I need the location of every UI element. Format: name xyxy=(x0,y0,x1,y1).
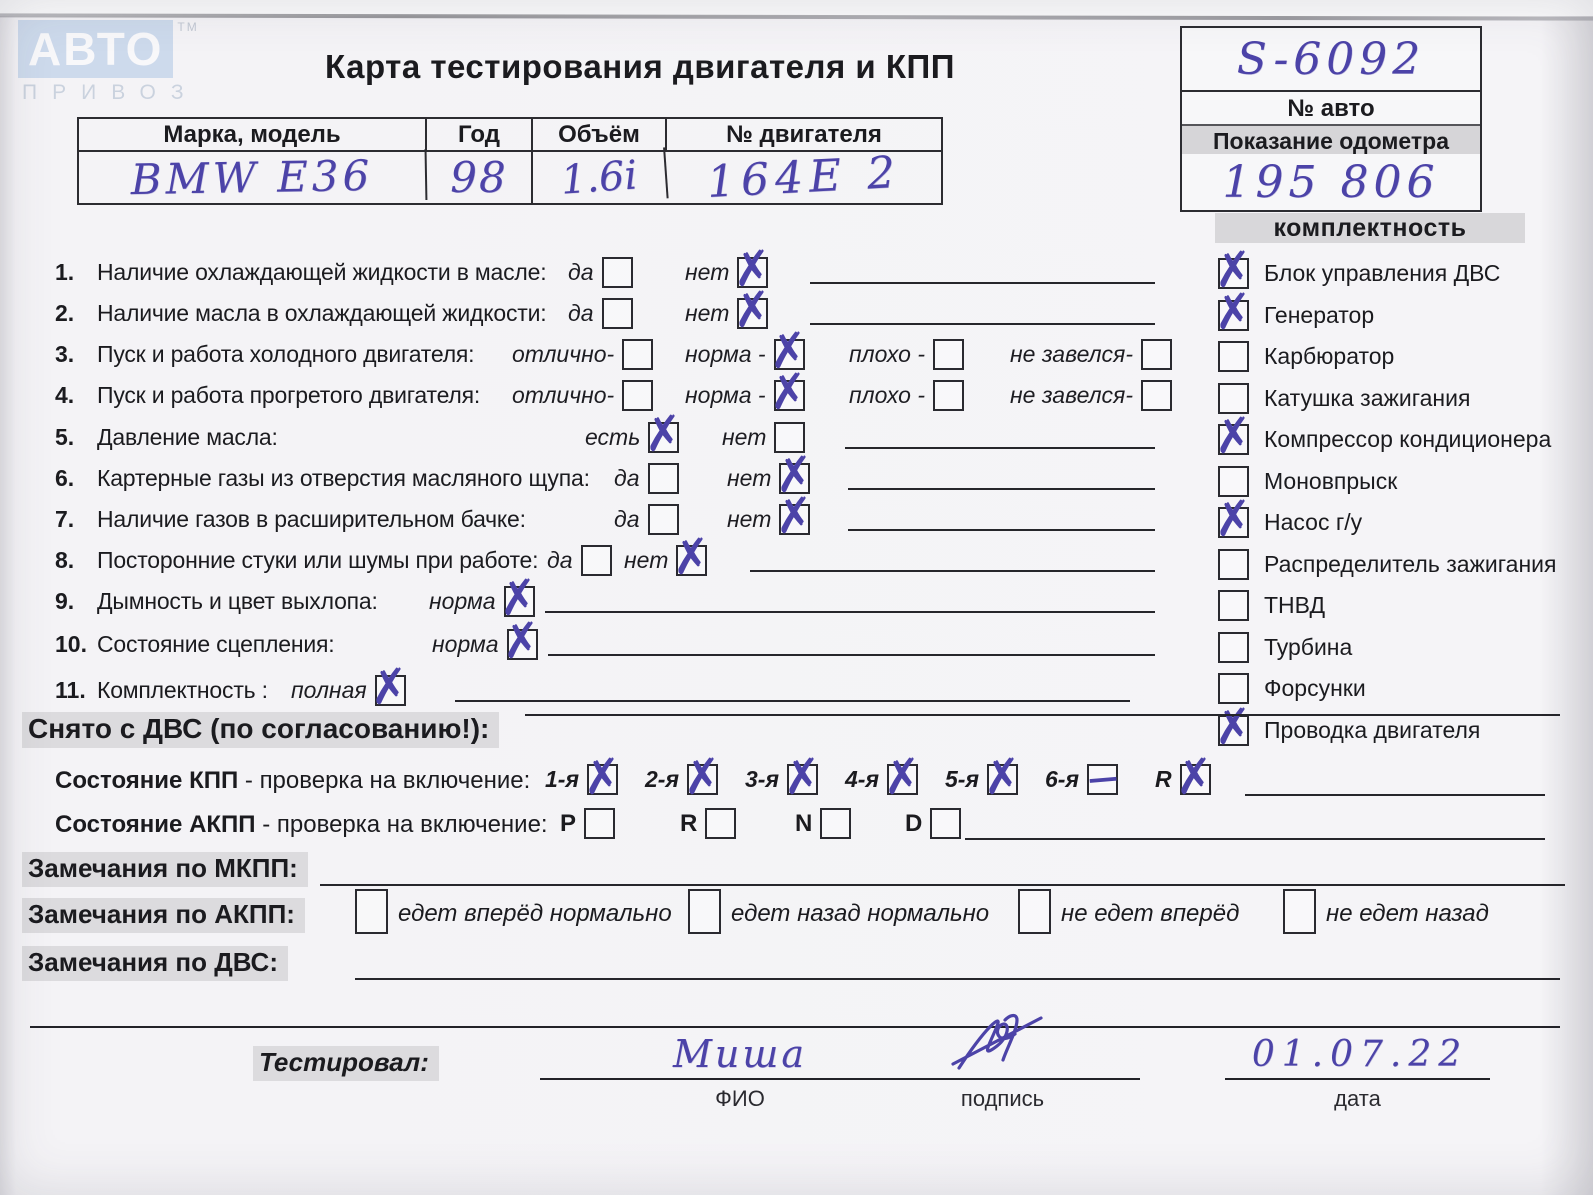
item-label: Пуск и работа прогретого двигателя: xyxy=(97,381,481,408)
blank-line xyxy=(848,488,1155,490)
item-label: Состояние сцепления: xyxy=(97,630,335,657)
option-label: да xyxy=(614,505,640,532)
position-label: N xyxy=(795,809,813,837)
gear-5 xyxy=(945,764,1018,795)
checklist-item-10 xyxy=(55,626,1167,662)
checkbox[interactable] xyxy=(820,808,851,839)
akpp-option-label: не едет назад xyxy=(1326,900,1489,927)
logo-brand-text: АВТО xyxy=(18,20,173,78)
trademark-mark: TM xyxy=(177,20,199,34)
checkbox[interactable] xyxy=(1218,590,1249,621)
item-label: Картерные газы из отверстия масляного щупа: xyxy=(97,464,590,491)
option-label: да xyxy=(568,299,594,326)
akpp-option-label: едет назад нормально xyxy=(731,900,990,927)
equipment-label: Турбина xyxy=(1264,633,1353,660)
auto-number-value: S-6092 xyxy=(1236,33,1426,85)
auto-gearbox-check-row xyxy=(55,806,1555,844)
checkbox[interactable] xyxy=(1218,341,1249,372)
checkbox[interactable] xyxy=(1218,632,1249,663)
gear-4 xyxy=(845,764,918,795)
checklist-item-2 xyxy=(55,295,1167,331)
item-label: Давление масла: xyxy=(97,423,278,450)
option-label: нет xyxy=(685,258,730,285)
checkbox[interactable] xyxy=(774,380,805,411)
engine-number-value: 164E 2 xyxy=(705,146,903,209)
equipment-item-tnvd xyxy=(1218,588,1325,622)
option-label: отлично- xyxy=(512,381,615,408)
option-label: нет xyxy=(727,464,772,491)
position-p xyxy=(560,808,615,839)
option-label: нет xyxy=(722,423,767,450)
item-number: 9. xyxy=(55,587,75,614)
checklist-item-5 xyxy=(55,419,1167,455)
date-value: 01.07.22 xyxy=(1251,1034,1469,1075)
equipment-label: Проводка двигателя xyxy=(1264,716,1481,743)
blank-line xyxy=(750,570,1155,572)
sign-caption: подпись xyxy=(960,1086,1045,1111)
option-label: да xyxy=(568,258,594,285)
gearbox-check-row xyxy=(55,762,1555,800)
equipment-label: Блок управления ДВС xyxy=(1264,259,1501,286)
equipment-label: Карбюратор xyxy=(1264,342,1395,369)
equipment-item-engine-wiring xyxy=(1218,713,1480,747)
checkbox[interactable] xyxy=(687,764,718,795)
checkbox[interactable] xyxy=(779,504,810,535)
gear-6 xyxy=(1045,764,1118,795)
checkbox[interactable] xyxy=(1218,549,1249,580)
akpp-option-label: не едет вперёд xyxy=(1061,900,1240,927)
item-label: Посторонние стуки или шумы при работе: xyxy=(97,546,539,573)
auto-number-box xyxy=(1180,26,1482,212)
auto-gearbox-label: Состояние АКПП - проверка на включение: xyxy=(55,811,548,838)
checkbox[interactable] xyxy=(355,889,388,934)
odometer-label: Показание одометра xyxy=(1182,124,1480,154)
column-header-make-model: Марка, модель xyxy=(79,119,427,152)
option-label: есть xyxy=(585,423,641,450)
option-label: нет xyxy=(624,546,669,573)
equipment-item-generator xyxy=(1218,298,1374,332)
position-label: D xyxy=(905,809,923,837)
checkbox[interactable] xyxy=(1018,889,1051,934)
item-number: 11. xyxy=(55,676,86,703)
gear-2 xyxy=(645,764,718,795)
volume-value: 1.6i xyxy=(531,147,668,207)
checkbox[interactable] xyxy=(584,808,615,839)
checkbox[interactable] xyxy=(705,808,736,839)
blank-line xyxy=(320,884,1565,886)
item-label: Наличие масла в охлаждающей жидкости: xyxy=(97,299,547,326)
checklist-item-3 xyxy=(55,336,1167,372)
item-number: 6. xyxy=(55,464,75,491)
checkbox[interactable] xyxy=(676,545,707,576)
position-d xyxy=(905,808,961,839)
checkbox[interactable] xyxy=(987,764,1018,795)
checkbox[interactable] xyxy=(587,764,618,795)
gear-label: 2-я xyxy=(645,766,679,792)
blank-line xyxy=(1245,794,1545,796)
gear-3 xyxy=(745,764,818,795)
dvs-remarks-label: Замечания по ДВС: xyxy=(22,946,288,981)
checkbox[interactable] xyxy=(375,675,406,706)
item-label: Наличие газов в расширительном бачке: xyxy=(97,505,526,532)
date-line xyxy=(1225,1078,1490,1080)
checklist-item-9 xyxy=(55,583,1167,619)
option-label: плохо - xyxy=(849,381,925,408)
gear-label: 3-я xyxy=(745,766,779,792)
equipment-label: Насос г/у xyxy=(1264,508,1363,535)
item-label: Дымность и цвет выхлопа: xyxy=(97,587,378,614)
gear-reverse xyxy=(1155,764,1211,795)
checkbox[interactable] xyxy=(622,339,653,370)
blank-line xyxy=(810,282,1155,284)
option-label: норма - xyxy=(685,381,766,408)
avtoprivoz-logo xyxy=(18,20,199,105)
equipment-item-turbine xyxy=(1218,630,1352,664)
checkbox[interactable] xyxy=(887,764,918,795)
tester-name-value: Миша xyxy=(672,1032,808,1076)
equipment-label: Компрессор кондиционера xyxy=(1264,425,1552,452)
option-label: нет xyxy=(685,299,730,326)
checkbox[interactable] xyxy=(1218,715,1249,746)
checkbox[interactable] xyxy=(581,545,612,576)
checklist-item-7 xyxy=(55,501,1167,537)
gear-label: 6-я xyxy=(1045,766,1079,792)
date-caption: дата xyxy=(1334,1086,1381,1111)
checklist-item-1 xyxy=(55,254,1167,290)
position-n xyxy=(795,808,851,839)
checkbox[interactable] xyxy=(1218,507,1249,538)
checklist-item-6 xyxy=(55,460,1167,496)
checklist-item-4 xyxy=(55,377,1167,413)
checkbox[interactable] xyxy=(1180,764,1211,795)
mkpp-remarks-label: Замечания по МКПП: xyxy=(22,852,308,887)
form-title: Карта тестирования двигателя и КПП xyxy=(325,48,955,85)
checklist-item-11 xyxy=(55,672,1167,708)
checkbox[interactable] xyxy=(933,339,964,370)
checkbox[interactable] xyxy=(1218,300,1249,331)
position-label: R xyxy=(680,809,698,837)
item-number: 5. xyxy=(55,423,75,450)
blank-line xyxy=(845,447,1155,449)
option-label: отлично- xyxy=(512,340,615,367)
gear-label: 5-я xyxy=(945,766,979,792)
odometer-value: 195 806 xyxy=(1222,156,1440,208)
checkbox[interactable] xyxy=(622,380,653,411)
checkbox[interactable] xyxy=(1141,339,1172,370)
position-r xyxy=(680,808,736,839)
equipment-label: Моновпрыск xyxy=(1264,467,1398,494)
option-label: нет xyxy=(727,505,772,532)
equipment-item-ecu xyxy=(1218,256,1500,290)
blank-line xyxy=(548,654,1155,656)
checkbox[interactable] xyxy=(688,889,721,934)
gear-label: R xyxy=(1155,766,1172,792)
item-label: Комплектность : xyxy=(97,676,268,703)
checkbox[interactable] xyxy=(648,422,679,453)
item-number: 7. xyxy=(55,505,75,532)
gearbox-label: Состояние КПП - проверка на включение: xyxy=(55,767,531,794)
name-caption: ФИО xyxy=(715,1086,765,1111)
signature xyxy=(945,1008,1095,1078)
option-label: полная xyxy=(291,676,367,703)
logo-subtitle: ПРИВОЗ xyxy=(22,81,199,104)
item-number: 10. xyxy=(55,630,87,657)
equipment-item-ignition-coil xyxy=(1218,381,1470,415)
column-header-year: Год xyxy=(427,119,533,152)
gear-label: 1-я xyxy=(545,766,579,792)
tested-by-label: Тестировал: xyxy=(253,1046,439,1081)
option-label: да xyxy=(614,464,640,491)
option-label: норма xyxy=(429,587,496,614)
removed-from-engine-label: Снято с ДВС (по согласованию!): xyxy=(22,712,499,748)
make-model-value: BMW E36 xyxy=(79,149,428,206)
checkbox[interactable] xyxy=(648,504,679,535)
equipment-item-ac-compressor xyxy=(1218,422,1551,456)
checkbox[interactable] xyxy=(1283,889,1316,934)
checkbox[interactable] xyxy=(602,298,633,329)
checkbox[interactable] xyxy=(648,463,679,494)
position-label: P xyxy=(560,809,577,837)
option-label: не завелся- xyxy=(1010,340,1134,367)
item-number: 3. xyxy=(55,340,75,367)
option-label: да xyxy=(547,546,573,573)
separator-line xyxy=(30,1026,1560,1028)
checkbox[interactable] xyxy=(1218,424,1249,455)
item-number: 1. xyxy=(55,258,75,285)
equipment-label: ТНВД xyxy=(1264,591,1326,618)
blank-line xyxy=(355,978,1560,980)
option-label: норма - xyxy=(685,340,766,367)
sign-line xyxy=(865,1078,1140,1080)
blank-line xyxy=(455,700,1130,702)
equipment-header: комплектность xyxy=(1215,213,1525,243)
akpp-option-no-forward xyxy=(1018,888,1239,934)
akpp-remarks-label: Замечания по АКПП: xyxy=(22,898,305,933)
auto-number-label: № авто xyxy=(1182,90,1480,124)
equipment-item-carburetor xyxy=(1218,339,1394,373)
checkbox[interactable] xyxy=(737,298,768,329)
vehicle-table xyxy=(77,117,943,209)
checkbox[interactable] xyxy=(1141,380,1172,411)
column-header-volume: Объём xyxy=(533,119,667,152)
option-label: плохо - xyxy=(849,340,925,367)
blank-line xyxy=(965,838,1545,840)
equipment-label: Распределитель зажигания xyxy=(1264,550,1557,577)
year-value: 98 xyxy=(427,152,533,203)
option-label: норма xyxy=(432,630,499,657)
equipment-label: Форсунки xyxy=(1264,674,1366,701)
checklist-item-8 xyxy=(55,542,1167,578)
akpp-option-no-backward xyxy=(1283,888,1489,934)
item-number: 4. xyxy=(55,381,75,408)
checkbox[interactable] xyxy=(1087,764,1118,795)
item-label: Пуск и работа холодного двигателя: xyxy=(97,340,475,367)
akpp-option-backward-ok xyxy=(688,888,989,934)
option-label: не завелся- xyxy=(1010,381,1134,408)
blank-line xyxy=(848,529,1155,531)
logo-top xyxy=(18,20,199,78)
equipment-item-power-steering-pump xyxy=(1218,505,1362,539)
equipment-label: Генератор xyxy=(1264,301,1375,328)
checkbox[interactable] xyxy=(602,257,633,288)
gear-label: 4-я xyxy=(845,766,879,792)
akpp-option-label: едет вперёд нормально xyxy=(398,900,672,927)
equipment-item-ignition-distributor xyxy=(1218,547,1556,581)
akpp-option-forward-ok xyxy=(355,888,672,934)
checkbox[interactable] xyxy=(930,808,961,839)
checkbox[interactable] xyxy=(787,764,818,795)
blank-line xyxy=(525,714,1560,716)
column-header-engine-number: № двигателя xyxy=(667,119,941,152)
item-number: 2. xyxy=(55,299,75,326)
item-label: Наличие охлаждающей жидкости в масле: xyxy=(97,258,547,285)
blank-line xyxy=(545,611,1155,613)
checkbox[interactable] xyxy=(507,629,538,660)
item-number: 8. xyxy=(55,546,75,573)
equipment-label: Катушка зажигания xyxy=(1264,384,1471,411)
gear-1 xyxy=(545,764,618,795)
checkbox[interactable] xyxy=(933,380,964,411)
blank-line xyxy=(810,323,1155,325)
